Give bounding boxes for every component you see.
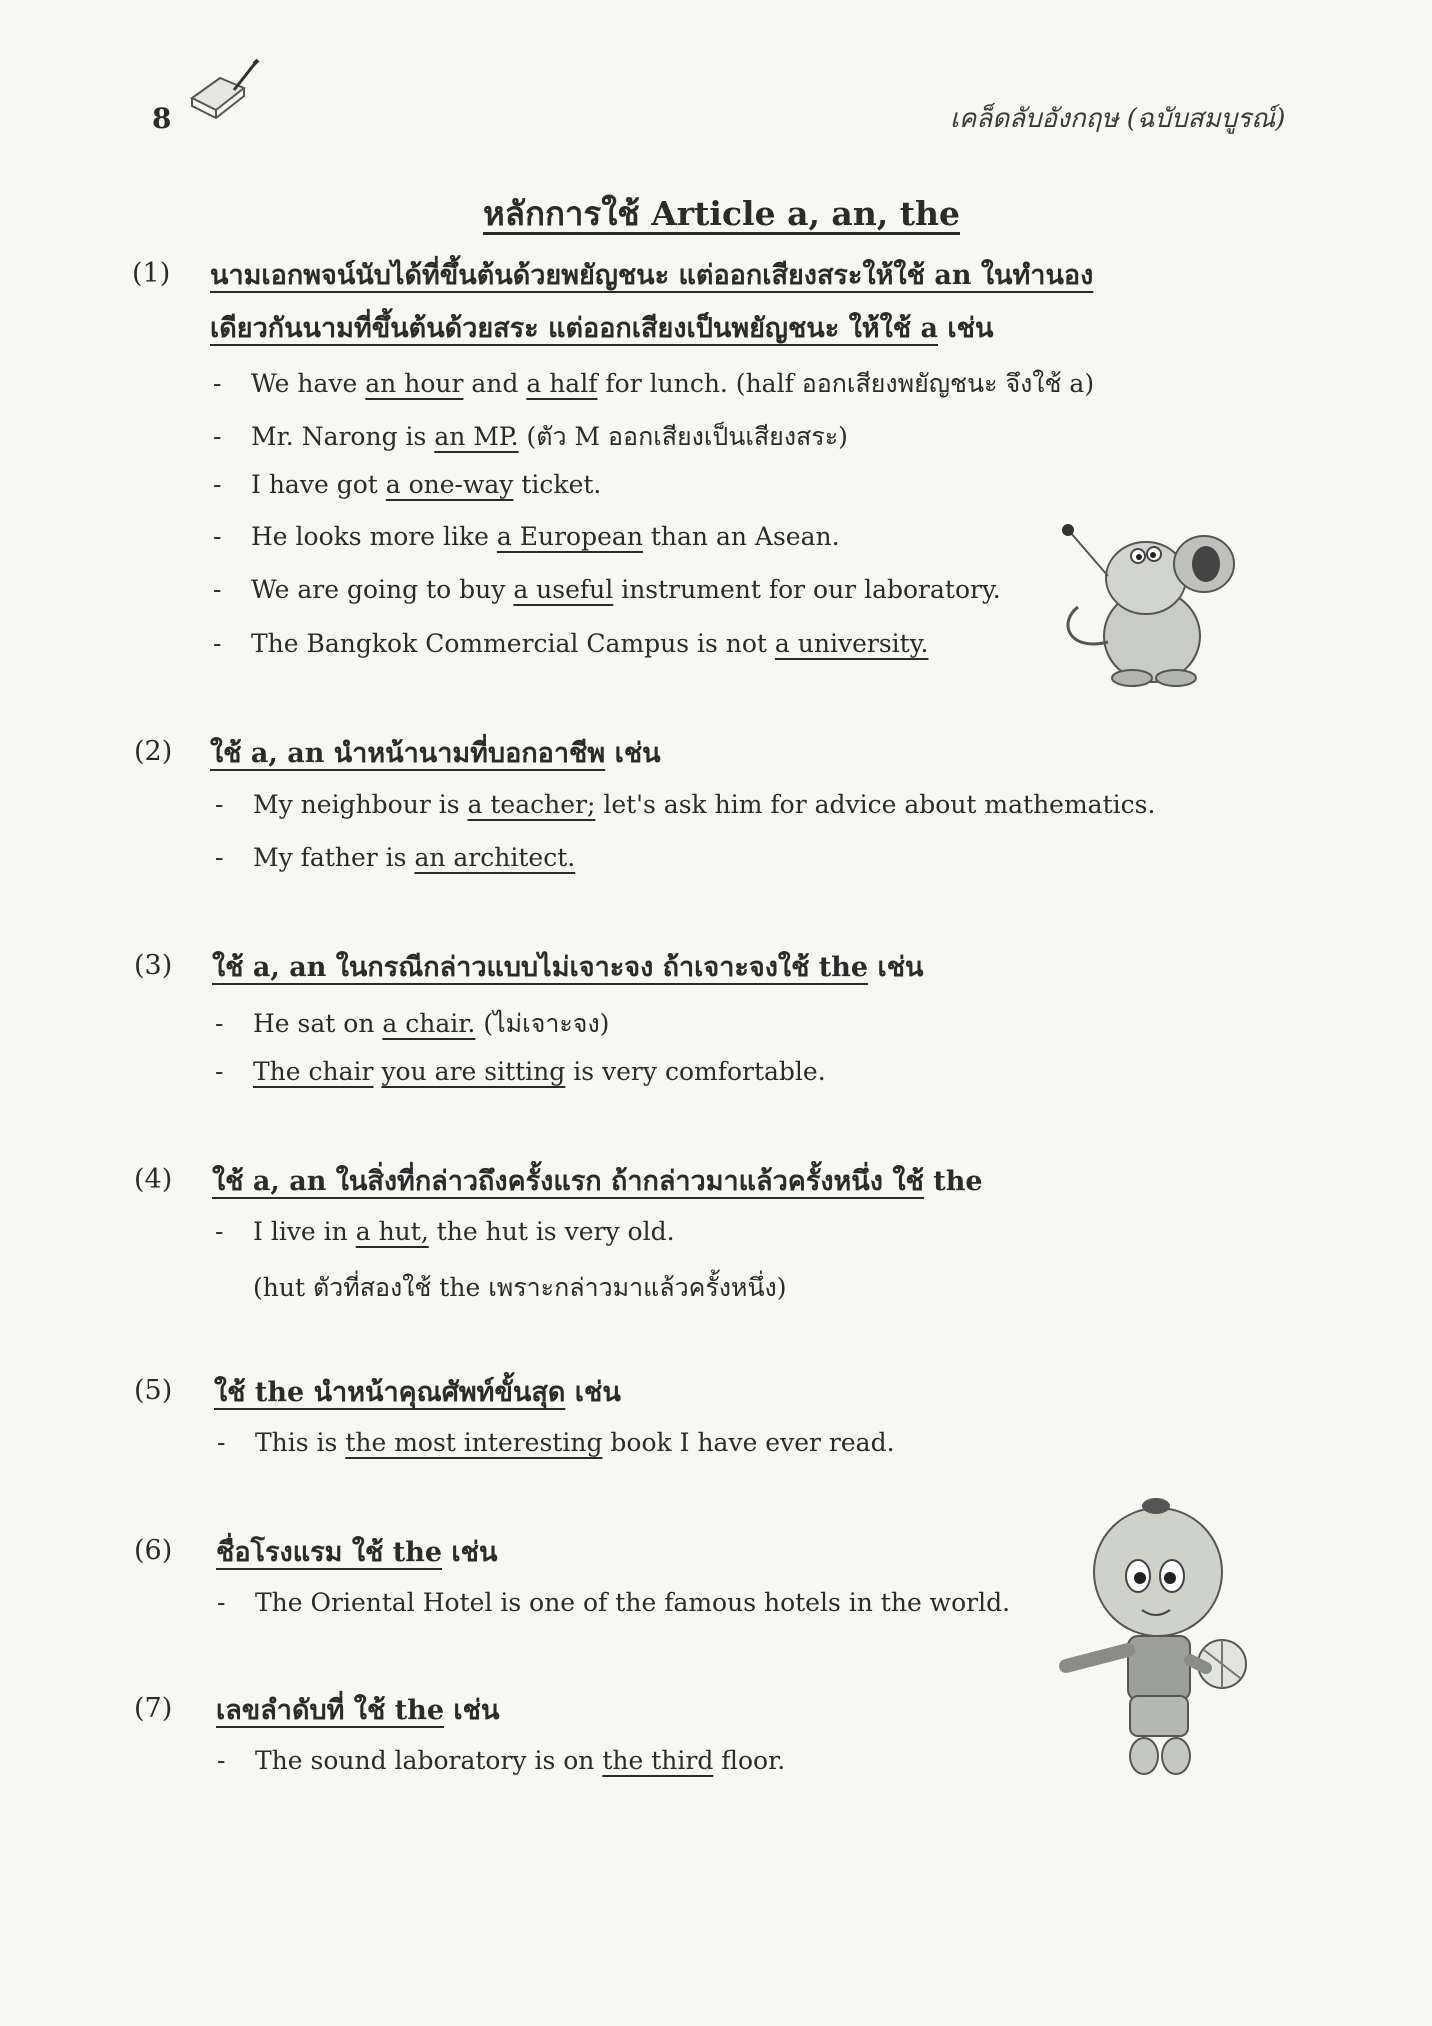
underlined-text: a half	[526, 369, 598, 398]
running-title: เคล็ดลับอังกฤษ (ฉบับสมบูรณ์)	[950, 104, 1286, 134]
underlined-text: เลขลำดับที่ ใช้ the	[216, 1695, 444, 1726]
underlined-text: a teacher;	[467, 790, 596, 819]
text-segment: We have	[251, 369, 366, 398]
text-segment: The Bangkok Commercial Campus is not	[251, 629, 775, 658]
section-number-2: (2)	[134, 736, 173, 767]
underlined-text: an MP.	[434, 422, 519, 451]
underlined-text: ใช้ a, an นำหน้านามที่บอกอาชีพ	[210, 738, 606, 769]
underlined-text: an architect.	[414, 843, 576, 872]
dash-bullet: -	[215, 1057, 224, 1086]
example-item-continuation	[253, 1268, 787, 1308]
dash-bullet: -	[213, 470, 222, 499]
section-number-7: (7)	[134, 1693, 173, 1724]
dash-bullet: -	[217, 1746, 226, 1775]
example-item	[213, 629, 928, 658]
text-segment: the hut is very old.	[428, 1217, 675, 1246]
underlined-text: a European	[496, 522, 643, 551]
underlined-text: an hour	[365, 369, 464, 398]
underlined-text: a chair.	[382, 1009, 476, 1038]
dash-bullet: -	[217, 1428, 226, 1457]
example-item	[217, 1746, 785, 1775]
text-segment: My neighbour is	[253, 790, 468, 819]
underlined-text: เดียวกันนามที่ขึ้นต้นด้วยสระ แต่ออกเสียงเป็นพยัญชนะ ให้ใช้ a	[210, 313, 939, 344]
text-segment: I live in	[253, 1217, 356, 1246]
text-segment: The Oriental Hotel is one of the famous hotels in the world.	[255, 1588, 1011, 1617]
dash-bullet: -	[213, 629, 222, 658]
mouse-cartoon	[1048, 512, 1248, 692]
book-pencil-icon	[186, 58, 262, 128]
dash-bullet: -	[217, 1588, 226, 1617]
text-segment: We are going to buy	[251, 575, 514, 604]
text-segment: He looks more like	[251, 522, 497, 551]
example-item	[213, 575, 1001, 604]
underlined-text: a hut,	[355, 1217, 429, 1246]
text-segment: (ตัว M ออกเสียงเป็นเสียงสระ)	[518, 422, 848, 451]
text-segment: for lunch. (half ออกเสียงพยัญชนะ จึงใช้ a)	[597, 369, 1095, 398]
text-segment: the	[923, 1166, 983, 1197]
underlined-text: the third	[602, 1746, 714, 1775]
text-segment: and	[463, 369, 527, 398]
text-segment: is very comfortable.	[565, 1057, 826, 1086]
text-segment: Mr. Narong is	[251, 422, 435, 451]
dash-bullet: -	[215, 1009, 224, 1038]
text-segment: instrument for our laboratory.	[613, 575, 1001, 604]
text-segment: เช่น	[444, 1695, 500, 1726]
dash-bullet: -	[215, 1217, 224, 1246]
underlined-text: a one-way	[385, 470, 514, 499]
rule-line	[210, 253, 1093, 296]
text-segment: He sat on	[253, 1009, 383, 1038]
text-segment: The sound laboratory is on	[255, 1746, 603, 1775]
underlined-text: ใช้ a, an ในสิ่งที่กล่าวถึงครั้งแรก ถ้ากล่าวมาแล้วครั้งหนึ่ง ใช้	[212, 1166, 924, 1197]
text-segment: เช่น	[565, 1377, 621, 1408]
dash-bullet: -	[213, 522, 222, 551]
example-item	[213, 470, 601, 499]
dash-bullet: -	[213, 422, 222, 451]
underlined-text: The chair	[253, 1057, 374, 1086]
example-item	[213, 417, 848, 457]
text-segment: than an Asean.	[642, 522, 840, 551]
text-segment: My father is	[253, 843, 415, 872]
text-segment: This is	[255, 1428, 346, 1457]
dash-bullet: -	[215, 843, 224, 872]
example-item	[215, 1004, 609, 1044]
text-segment: I have got	[251, 470, 386, 499]
text-segment: เช่น	[442, 1537, 498, 1568]
dash-bullet: -	[215, 790, 224, 819]
example-item	[215, 790, 1155, 819]
text-segment: เช่น	[868, 952, 924, 983]
underlined-text: you are sitting	[381, 1057, 566, 1086]
section-number-6: (6)	[134, 1535, 173, 1566]
text-segment: (hut ตัวที่สองใช้ the เพราะกล่าวมาแล้วครั้งหนึ่ง)	[253, 1273, 787, 1302]
example-item	[213, 364, 1094, 404]
section-number-1: (1)	[132, 258, 171, 289]
rule-line	[212, 945, 924, 988]
underlined-text: ชื่อโรงแรม ใช้ the	[216, 1537, 443, 1568]
section-number-5: (5)	[134, 1375, 173, 1406]
dash-bullet: -	[213, 575, 222, 604]
dash-bullet: -	[213, 369, 222, 398]
page-number: 8	[152, 102, 172, 135]
underlined-text: ใช้ a, an ในกรณีกล่าวแบบไม่เจาะจง ถ้าเจาะจงใช้ the	[212, 952, 869, 983]
underlined-text: ใช้ the นำหน้าคุณศัพท์ขั้นสุด	[214, 1377, 566, 1408]
rule-line	[216, 1530, 497, 1573]
example-item	[215, 843, 575, 872]
underlined-text: นามเอกพจน์นับได้ที่ขึ้นต้นด้วยพยัญชนะ แต่ออกเสียงสระให้ใช้ an ในทำนอง	[210, 260, 1094, 291]
rule-line	[216, 1688, 499, 1731]
rule-line	[212, 1159, 983, 1202]
underlined-text: a university.	[774, 629, 929, 658]
text-segment: เช่น	[605, 738, 661, 769]
rule-line	[210, 306, 993, 349]
section-number-4: (4)	[134, 1164, 173, 1195]
text-segment: ticket.	[513, 470, 602, 499]
rule-line	[210, 731, 661, 774]
text-segment: floor.	[713, 1746, 786, 1775]
boy-cartoon	[1046, 1490, 1256, 1780]
example-item	[217, 1428, 895, 1457]
example-item	[213, 522, 840, 551]
rule-line	[214, 1370, 621, 1413]
underlined-text: the most interesting	[345, 1428, 603, 1457]
page-title: หลักการใช้ Article a, an, the	[483, 194, 961, 233]
example-item	[215, 1057, 826, 1086]
text-segment: book I have ever read.	[602, 1428, 895, 1457]
section-number-3: (3)	[134, 950, 173, 981]
example-item	[217, 1588, 1010, 1617]
underlined-text: a useful	[513, 575, 614, 604]
text-segment: (ไม่เจาะจง)	[475, 1009, 610, 1038]
text-segment: เช่น	[938, 313, 994, 344]
text-segment: let's ask him for advice about mathematics.	[595, 790, 1156, 819]
example-item	[215, 1217, 675, 1246]
